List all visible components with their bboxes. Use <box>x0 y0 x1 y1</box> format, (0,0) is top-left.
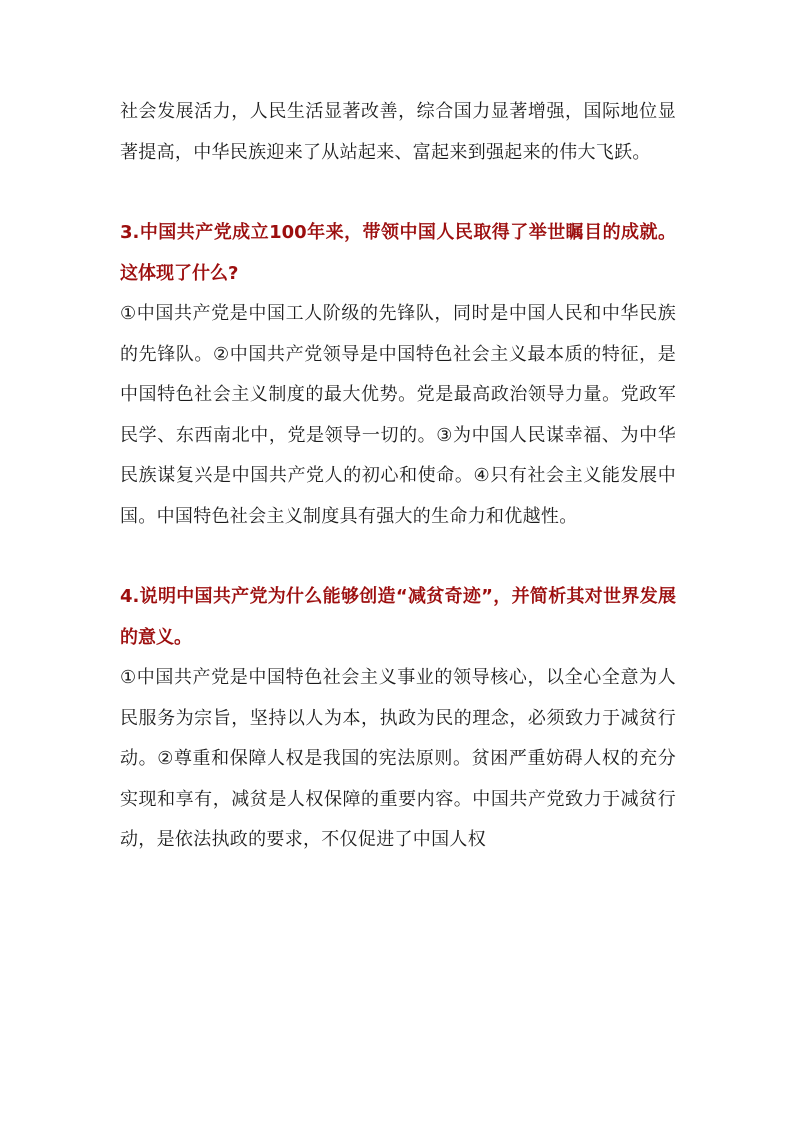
question-4-answer: ①中国共产党是中国特色社会主义事业的领导核心，以全心全意为人民服务为宗旨，坚持以人为本，执政为民的理念，必须致力于减贫行动。②尊重和保障人权是我国的宪法原则。贫困严重妨碍人权的充分实现和享有，减贫是人权保障的重要内容。中国共产党致力于减贫行动，是依法执政的要求，不仅促进了中国人权 <box>120 667 676 850</box>
section-gap <box>120 173 676 213</box>
document-page <box>120 92 676 861</box>
question-4-heading: 4.说明中国共产党为什么能够创造“减贫奇迹”，并简析其对世界发展的意义。 <box>120 586 676 648</box>
question-3-heading: 3.中国共产党成立100年来，带领中国人民取得了举世瞩目的成就。这体现了什么? <box>120 222 676 284</box>
intro-paragraph: 社会发展活力，人民生活显著改善，综合国力显著增强，国际地位显著提高，中华民族迎来了从站起来、富起来到强起来的伟大飞跃。 <box>120 101 676 163</box>
question-3-answer: ①中国共产党是中国工人阶级的先锋队，同时是中国人民和中华民族的先锋队。②中国共产党领导是中国特色社会主义最本质的特征，是中国特色社会主义制度的最大优势。党是最高政治领导力量。党政军民学、东西南北中，党是领导一切的。③为中国人民谋幸福、为中华民族谋复兴是中国共产党人的初心和使命。④只有社会主义能发展中国。中国特色社会主义制度具有强大的生命力和优越性。 <box>120 303 676 527</box>
section-gap <box>120 537 676 577</box>
